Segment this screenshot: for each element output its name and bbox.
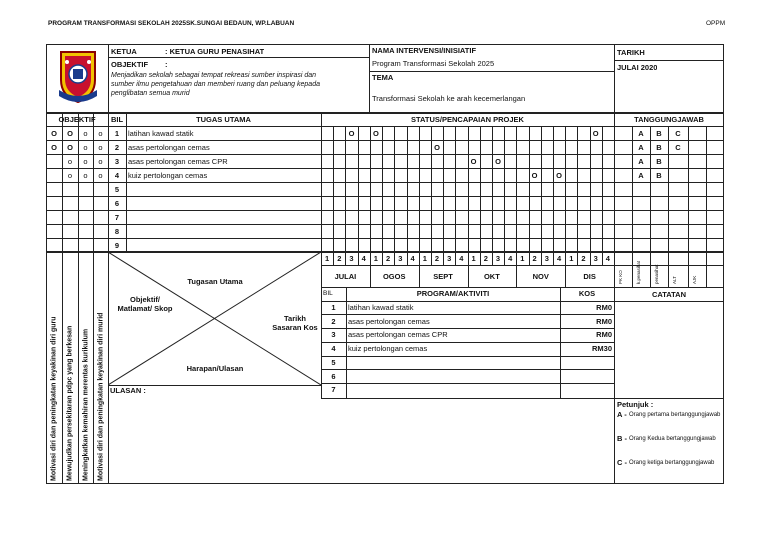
grid-line — [614, 398, 724, 399]
task-name: kuiz pertolongan cemas — [128, 170, 208, 180]
week-number: 4 — [557, 254, 562, 263]
grid-line — [468, 126, 469, 252]
grid-line — [565, 126, 566, 252]
month-label: DIS — [583, 271, 596, 281]
petunjuk-key: A - — [617, 411, 627, 419]
grid-line — [516, 126, 517, 252]
responsibility-header: penasihat — [654, 264, 659, 284]
petunjuk-text: Orang Kedua bertanggungjawab — [629, 436, 716, 442]
nama-intervensi-value: Program Transformasi Sekolah 2025 — [372, 60, 495, 68]
task-name — [126, 224, 321, 238]
ketua-label: KETUA — [111, 48, 137, 56]
program-bil: 5 — [331, 357, 336, 367]
vertical-objective-text: Mewujudkan persekitaran pdpc yang berkesan — [66, 325, 74, 481]
diagram-left-label: Objektif/ Matlamat/ Skop — [117, 295, 173, 313]
petunjuk-title: Petunjuk : — [617, 401, 654, 409]
grid-line — [345, 126, 346, 252]
responsibility-header: ALT — [672, 276, 677, 284]
program-name: latihan kawad statik — [348, 303, 414, 313]
objective-mark: O — [67, 128, 73, 138]
program-bil-header: BIL — [323, 290, 333, 298]
tema-value: Transformasi Sekolah ke arah kecemerlangan — [372, 95, 526, 103]
school-logo — [55, 46, 101, 108]
grid-line — [614, 113, 615, 252]
bil-header: BIL — [110, 115, 124, 124]
petunjuk-key: C - — [617, 459, 627, 467]
objective-mark: o — [83, 142, 88, 152]
week-number: 4 — [361, 254, 366, 263]
tarikh-value: JULAI 2020 — [617, 64, 658, 72]
week-number: 4 — [508, 254, 513, 263]
objective-mark: o — [98, 156, 103, 166]
week-number: 3 — [349, 254, 354, 263]
grid-line — [108, 385, 321, 386]
task-responsibility: C — [675, 128, 681, 138]
grid-line — [62, 252, 63, 484]
diagram-right-label: Tarikh Sasaran Kos — [272, 314, 318, 332]
week-number: 4 — [410, 254, 415, 263]
grid-line — [358, 126, 359, 252]
objective-mark: o — [83, 170, 88, 180]
program-name: asas pertolongan cemas — [348, 316, 430, 326]
diagram-bottom-label: Harapan/Ulasan — [186, 365, 244, 373]
status-header: STATUS/PENCAPAIAN PROJEK — [411, 115, 524, 124]
task-name — [126, 196, 321, 210]
catatan-header: CATATAN — [651, 289, 687, 299]
objective-mark: o — [67, 170, 73, 180]
program-name — [346, 383, 560, 397]
grid-line — [93, 252, 94, 484]
program-name — [346, 369, 560, 383]
tugas-utama-header: TUGAS UTAMA — [196, 115, 251, 124]
tanggungjawab-header: TANGGUNGJAWAB — [634, 115, 704, 124]
week-number: 3 — [398, 254, 403, 263]
grid-line — [614, 301, 724, 302]
grid-line — [706, 252, 707, 287]
status-mark: O — [495, 156, 501, 166]
task-name: latihan kawad statik — [128, 128, 194, 138]
objective-mark: o — [98, 170, 103, 180]
status-mark: O — [434, 142, 440, 152]
responsibility-header: k.penasihat — [636, 260, 641, 284]
status-mark: O — [372, 128, 379, 138]
task-bil: 8 — [114, 226, 120, 236]
week-number: 3 — [544, 254, 549, 263]
task-responsibility: B — [656, 128, 662, 138]
grid-line — [650, 252, 651, 287]
task-responsibility: A — [638, 142, 644, 152]
grid-line — [541, 126, 542, 252]
program-kos — [560, 369, 614, 383]
document-header-title: PROGRAM TRANSFORMASI SEKOLAH 2025SK.SUNGAI BEDAUN, WP.LABUAN — [48, 20, 295, 27]
diagram-top-label: Tugasan Utama — [187, 278, 243, 286]
grid-line — [480, 126, 481, 252]
status-mark: O — [592, 128, 599, 138]
status-mark: O — [348, 128, 355, 138]
objektif-colon: : — [165, 61, 168, 69]
grid-line — [419, 126, 420, 252]
grid-line — [407, 126, 408, 252]
week-number: 4 — [605, 254, 610, 263]
tarikh-label: TARIKH — [617, 49, 645, 57]
grid-line — [394, 126, 395, 252]
task-responsibility: A — [638, 170, 644, 180]
task-responsibility: B — [656, 142, 662, 152]
petunjuk-text: Orang ketiga bertanggungjawab — [629, 460, 715, 466]
week-number: 1 — [471, 254, 476, 263]
program-bil: 4 — [331, 344, 336, 354]
status-mark: O — [531, 170, 538, 180]
nama-intervensi-label: NAMA INTERVENSI/INISIATIF — [372, 47, 477, 55]
week-number: 1 — [569, 254, 574, 263]
grid-line — [321, 113, 322, 252]
task-name: asas pertolongan cemas — [128, 142, 210, 152]
grid-line — [529, 126, 530, 252]
status-mark: O — [470, 156, 477, 166]
program-name — [346, 356, 560, 370]
grid-line — [443, 126, 444, 252]
school-crest-icon — [55, 46, 101, 108]
kos-header: KOS — [578, 289, 596, 299]
objektif-header: OBJEKTIF — [58, 115, 96, 124]
grid-line — [504, 126, 505, 252]
task-name — [126, 182, 321, 196]
program-header: PROGRAM/AKTIVITI — [416, 289, 490, 299]
grid-line — [553, 126, 554, 252]
program-bil: 2 — [331, 316, 336, 326]
week-number: 2 — [581, 254, 586, 263]
task-bil: 2 — [114, 142, 120, 152]
week-number: 2 — [337, 254, 342, 263]
month-label: JULAI — [334, 271, 357, 281]
week-number: 2 — [386, 254, 391, 263]
week-number: 1 — [422, 254, 427, 263]
program-bil: 7 — [331, 385, 336, 395]
objective-mark: O — [67, 142, 73, 152]
month-label: OKT — [483, 271, 500, 281]
grid-line — [688, 126, 689, 252]
ketua-value: : KETUA GURU PENASIHAT — [165, 48, 265, 56]
week-number: 2 — [532, 254, 537, 263]
objective-mark: o — [83, 156, 88, 166]
grid-line — [577, 126, 578, 252]
task-responsibility: A — [638, 156, 644, 166]
grid-line — [370, 126, 371, 252]
grid-line — [78, 252, 79, 484]
grid-line — [590, 126, 591, 252]
objective-mark: O — [51, 128, 57, 138]
program-kos: RM0 — [596, 330, 612, 340]
responsibility-header: AJK — [692, 275, 697, 284]
grid-line — [321, 398, 614, 399]
month-label: NOV — [532, 271, 549, 281]
task-bil: 6 — [114, 198, 120, 208]
program-kos: RM0 — [596, 316, 612, 326]
task-responsibility: B — [656, 156, 662, 166]
grid-line — [602, 126, 603, 252]
objective-mark: o — [83, 128, 88, 138]
week-number: 3 — [447, 254, 452, 263]
task-bil: 3 — [114, 156, 120, 166]
vertical-objective-text: Motivasi diri dan peningkatan keyakinan diri murid — [97, 312, 105, 481]
task-bil: 9 — [114, 240, 120, 250]
petunjuk-text: Orang pertama bertanggungjawab — [629, 412, 721, 418]
program-bil: 6 — [331, 371, 336, 381]
week-number: 3 — [593, 254, 598, 263]
month-label: SEPT — [433, 271, 453, 281]
task-bil: 1 — [114, 128, 120, 138]
week-number: 1 — [373, 254, 378, 263]
task-responsibility: A — [638, 128, 644, 138]
grid-line — [333, 126, 334, 252]
week-number: 1 — [520, 254, 525, 263]
program-kos — [560, 383, 614, 397]
task-name — [126, 238, 321, 252]
program-bil: 1 — [331, 303, 336, 313]
task-bil: 5 — [114, 184, 120, 194]
task-responsibility: C — [675, 142, 681, 152]
responsibility-header: PK KO — [618, 270, 623, 284]
month-label: OGOS — [382, 271, 406, 281]
vertical-objective-text: Motivasi diri dan peningkatan keyakinan diri guru — [50, 316, 58, 481]
objektif-text: Menjadikan sekolah sebagai tempat rekreasi sumber inspirasi dan sumber ilmu pengetahuan dan memberi ruang dan peluang kepada penglibatan semua murid — [111, 72, 320, 97]
petunjuk-key: B - — [617, 435, 627, 443]
objektif-label: OBJEKTIF — [111, 61, 149, 69]
program-kos: RM0 — [596, 303, 612, 313]
program-name: asas pertolongan cemas CPR — [348, 330, 448, 340]
document-header-code: OPPM — [706, 20, 726, 27]
program-kos: RM30 — [591, 344, 612, 354]
status-mark: O — [556, 170, 563, 180]
program-name: kuiz pertolongan cemas — [348, 344, 428, 354]
task-responsibility: B — [656, 170, 662, 180]
task-name: asas pertolongan cemas CPR — [128, 156, 228, 166]
grid-line — [688, 252, 689, 287]
objective-mark: O — [51, 142, 57, 152]
grid-line — [382, 126, 383, 252]
grid-line — [632, 252, 633, 287]
objective-mark: o — [67, 156, 73, 166]
week-number: 2 — [483, 254, 488, 263]
week-number: 1 — [325, 254, 330, 263]
task-bil: 4 — [114, 170, 120, 180]
grid-line — [668, 252, 669, 287]
task-bil: 7 — [114, 212, 120, 222]
grid-line — [706, 126, 707, 252]
ulasan-label: ULASAN : — [110, 387, 146, 395]
objective-mark: o — [98, 142, 103, 152]
vertical-objective-text: Meningkatkan kemahiran merentas kurikulum — [82, 328, 90, 481]
program-kos — [560, 356, 614, 370]
tema-label: TEMA — [372, 74, 394, 82]
grid-line — [492, 126, 493, 252]
week-number: 2 — [434, 254, 440, 263]
week-number: 3 — [495, 254, 501, 263]
task-name — [126, 210, 321, 224]
grid-line — [455, 126, 456, 252]
objective-mark: o — [98, 128, 103, 138]
week-number: 4 — [459, 254, 464, 263]
program-bil: 3 — [331, 330, 336, 340]
